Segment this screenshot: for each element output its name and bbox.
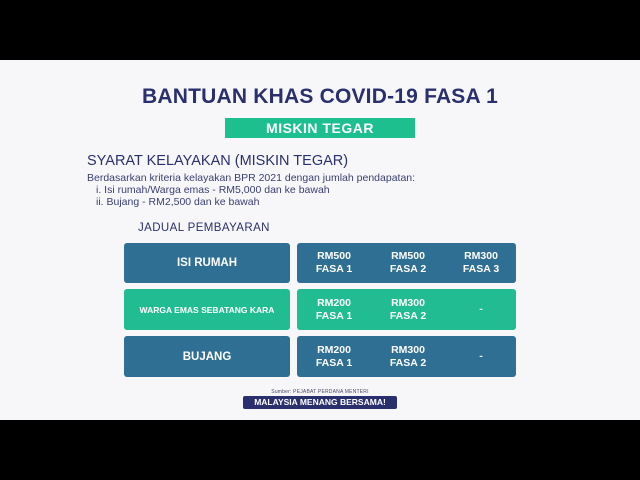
row-label-isi-rumah	[124, 243, 290, 283]
row-label-text: ISI RUMAH	[176, 257, 238, 269]
slogan-banner: MALAYSIA MENANG BERSAMA!	[243, 396, 397, 409]
row-label-bujang	[124, 336, 290, 377]
payment-row-warga-emas	[297, 289, 516, 330]
payment-amount: RM300	[464, 250, 498, 262]
payment-phase: FASA 3	[462, 263, 500, 275]
payment-cell	[299, 243, 369, 283]
payment-amount: RM300	[391, 296, 425, 309]
row-label-warga-emas	[124, 289, 290, 330]
payment-cell	[446, 289, 516, 330]
payment-amount: RM300	[391, 343, 425, 356]
payment-row-bujang	[297, 336, 516, 377]
payment-phase: FASA 2	[389, 263, 427, 275]
row-label-text: BUJANG	[182, 350, 232, 363]
payment-phase: FASA 1	[315, 263, 353, 275]
payment-row-isi-rumah	[297, 243, 516, 283]
criteria-item: i. Isi rumah/Warga emas - RM5,000 dan ke bawah	[96, 184, 330, 196]
payment-amount: RM200	[317, 296, 351, 309]
payment-amount: -	[479, 350, 483, 362]
slide	[0, 60, 640, 420]
payment-cell	[373, 336, 443, 377]
category-badge: MISKIN TEGAR	[225, 118, 415, 138]
payment-phase: FASA 1	[315, 356, 353, 369]
section-title: SYARAT KELAYAKAN (MISKIN TEGAR)	[87, 153, 349, 169]
row-label-text: WARGA EMAS SEBATANG KARA	[139, 304, 275, 315]
payment-cell	[299, 336, 369, 377]
payment-amount: RM500	[391, 250, 425, 262]
payment-cell	[299, 289, 369, 330]
payment-amount: -	[479, 303, 483, 315]
schedule-title: JADUAL PEMBAYARAN	[138, 222, 270, 234]
criteria-item: ii. Bujang - RM2,500 dan ke bawah	[96, 196, 260, 208]
payment-cell	[373, 243, 443, 283]
payment-cell	[446, 243, 516, 283]
payment-cell	[373, 289, 443, 330]
payment-phase: FASA 2	[389, 356, 427, 369]
eligibility-description: Berdasarkan kriteria kelayakan BPR 2021 dengan jumlah pendapatan:	[87, 172, 416, 184]
source-credit: Sumber: PEJABAT PERDANA MENTERI	[271, 389, 369, 395]
payment-amount: RM500	[317, 250, 351, 262]
slide-title: BANTUAN KHAS COVID-19 FASA 1	[141, 85, 499, 108]
payment-phase: FASA 2	[389, 309, 427, 322]
payment-cell	[446, 336, 516, 377]
payment-phase: FASA 1	[315, 309, 353, 322]
payment-amount: RM200	[317, 343, 351, 356]
